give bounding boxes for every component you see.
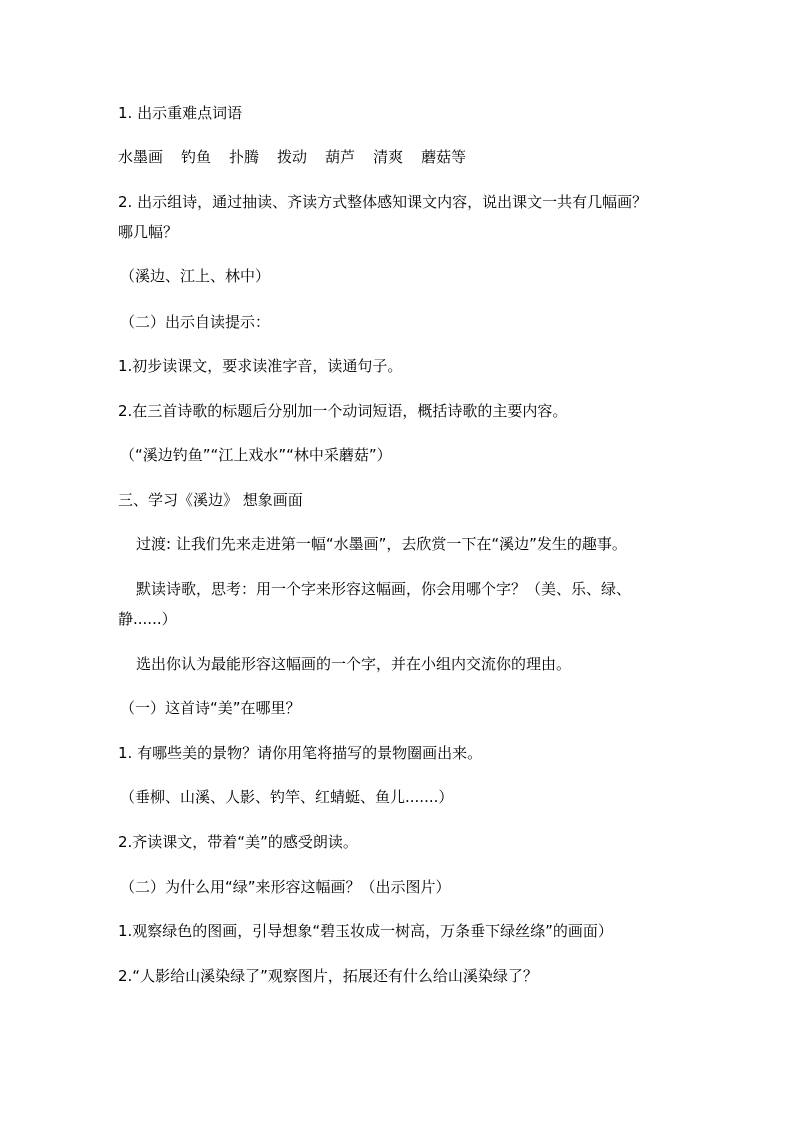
transition-paragraph: 过渡: 让我们先来走进第一幅“水墨画”，去欣赏一下在“溪边”发生的趣事。	[136, 535, 627, 553]
vocab-word: 扑腾	[229, 148, 260, 166]
subheading-green: （二）为什么用“绿”来形容这幅画？（出示图片）	[120, 878, 451, 896]
silent-reading-question: 默读诗歌，思考：用一个字来形容这幅画，你会用哪个字？（美、乐、绿、	[136, 580, 632, 598]
beauty-question-2: 2.齐读课文，带着“美”的感受朗读。	[118, 833, 358, 851]
answer-three-scenes: （溪边、江上、林中）	[120, 267, 271, 285]
heading-self-reading: （二）出示自读提示：	[120, 313, 271, 331]
paragraph-poem-intro-cont: 哪几幅？	[118, 223, 179, 241]
vocab-word: 蘑菇等	[421, 148, 467, 166]
answer-scenery: （垂柳、山溪、人影、钓竿、红蜻蜓、鱼儿.......）	[120, 788, 454, 806]
vocab-word: 拨动	[277, 148, 308, 166]
silent-reading-question-cont: 静......）	[118, 610, 177, 628]
section-heading-xibian: 三、学习《溪边》 想象画面	[118, 491, 303, 509]
vocab-word: 水墨画	[118, 148, 164, 166]
subheading-beauty: （一）这首诗“美”在哪里？	[120, 699, 301, 717]
answer-phrases: （“溪边钓鱼”“江上戏水”“林中采蘑菇”）	[120, 446, 392, 464]
reading-tip-2: 2.在三首诗歌的标题后分别加一个动词短语，概括诗歌的主要内容。	[118, 402, 568, 420]
green-question-1: 1.观察绿色的图画，引导想象“碧玉妆成一树高，万条垂下绿丝绦”的画面）	[118, 922, 613, 940]
choose-word-paragraph: 选出你认为最能形容这幅画的一个字，并在小组内交流你的理由。	[136, 655, 572, 673]
vocab-word: 清爽	[373, 148, 404, 166]
reading-tip-1: 1.初步读课文，要求读准字音，读通句子。	[118, 357, 403, 375]
green-question-2: 2.“人影给山溪染绿了”观察图片，拓展还有什么给山溪染绿了？	[118, 967, 538, 985]
beauty-question-1: 1. 有哪些美的景物？请你用笔将描写的景物圈画出来。	[118, 744, 483, 762]
vocab-word: 钓鱼	[181, 148, 212, 166]
paragraph-poem-intro: 2. 出示组诗，通过抽读、齐读方式整体感知课文内容，说出课文一共有几幅画？	[118, 193, 648, 211]
vocab-word: 葫芦	[325, 148, 356, 166]
vocab-list	[118, 147, 718, 167]
heading-key-words: 1. 出示重难点词语	[118, 104, 243, 122]
